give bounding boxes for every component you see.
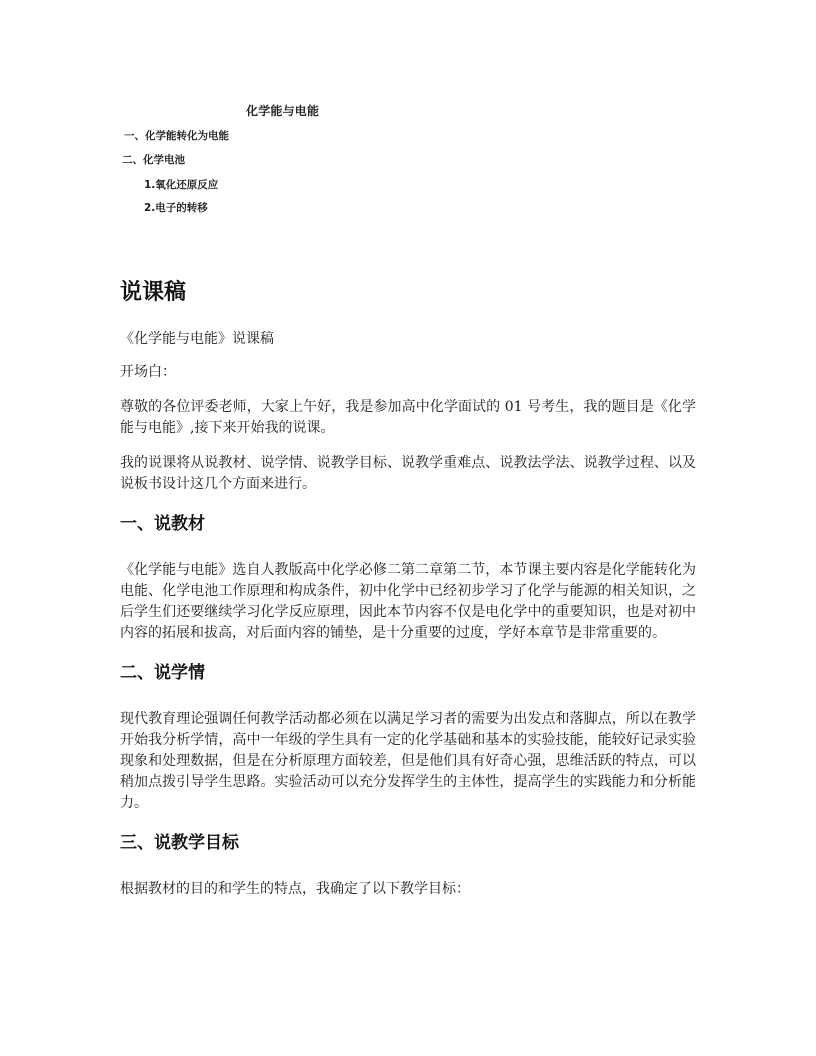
intro-paragraph-1: 尊敬的各位评委老师，大家上午好，我是参加高中化学面试的 01 号考生，我的题目是《化学能与电能》,接下来开始我的说课。: [120, 399, 696, 436]
section-text-textbook: 《化学能与电能》选自人教版高中化学必修二第二章第二节，本节课主要内容是化学能转化为电能、化学电池工作原理和构成条件，初中化学中已经初步学习了化学与能源的相关知识，之后学生们还要继续学习化学反应原理，因此本节内容不仅是电化学中的重要知识，也是对初中内容的拓展和拔高，对后面内容的铺垫，是十分重要的过度，学好本章节是非常重要的。: [120, 562, 696, 641]
blackboard-outline: [118, 98, 478, 228]
document-body: [120, 276, 696, 900]
lesson-title-line: 《化学能与电能》说课稿: [120, 331, 274, 347]
section-text-student-analysis: 现代教育理论强调任何教学活动都必须在以满足学习者的需要为出发点和落脚点，所以在教学开始我分析学情，高中一年级的学生具有一定的化学基础和基本的实验技能，能较好记录实验现象和处理数据，但是在分析原理方面较差，但是他们具有好奇心强，思维活跃的特点，可以稍加点拨引导学生思路。实验活动可以充分发挥学生的主体性，提高学生的实践能力和分析能力。: [120, 711, 696, 811]
board-item-3: 1.氧化还原反应: [144, 179, 219, 191]
opening-label: 开场白：: [120, 364, 176, 380]
board-title: 化学能与电能: [246, 104, 320, 118]
section-text-teaching-goals: 根据教材的目的和学生的特点，我确定了以下教学目标：: [120, 881, 470, 897]
section-heading-textbook: 一、说教材: [120, 514, 205, 534]
section-heading-student-analysis: 二、说学情: [120, 663, 205, 683]
board-item-1: 一、化学能转化为电能: [124, 130, 229, 142]
document-title: 说课稿: [120, 280, 187, 305]
board-item-2: 二、化学电池: [122, 154, 185, 166]
section-heading-teaching-goals: 三、说教学目标: [120, 833, 239, 853]
intro-paragraph-2: 我的说课将从说教材、说学情、说教学目标、说教学重难点、说教法学法、说教学过程、以及说板书设计这几个方面来进行。: [120, 455, 696, 492]
board-item-4: 2.电子的转移: [144, 202, 208, 214]
